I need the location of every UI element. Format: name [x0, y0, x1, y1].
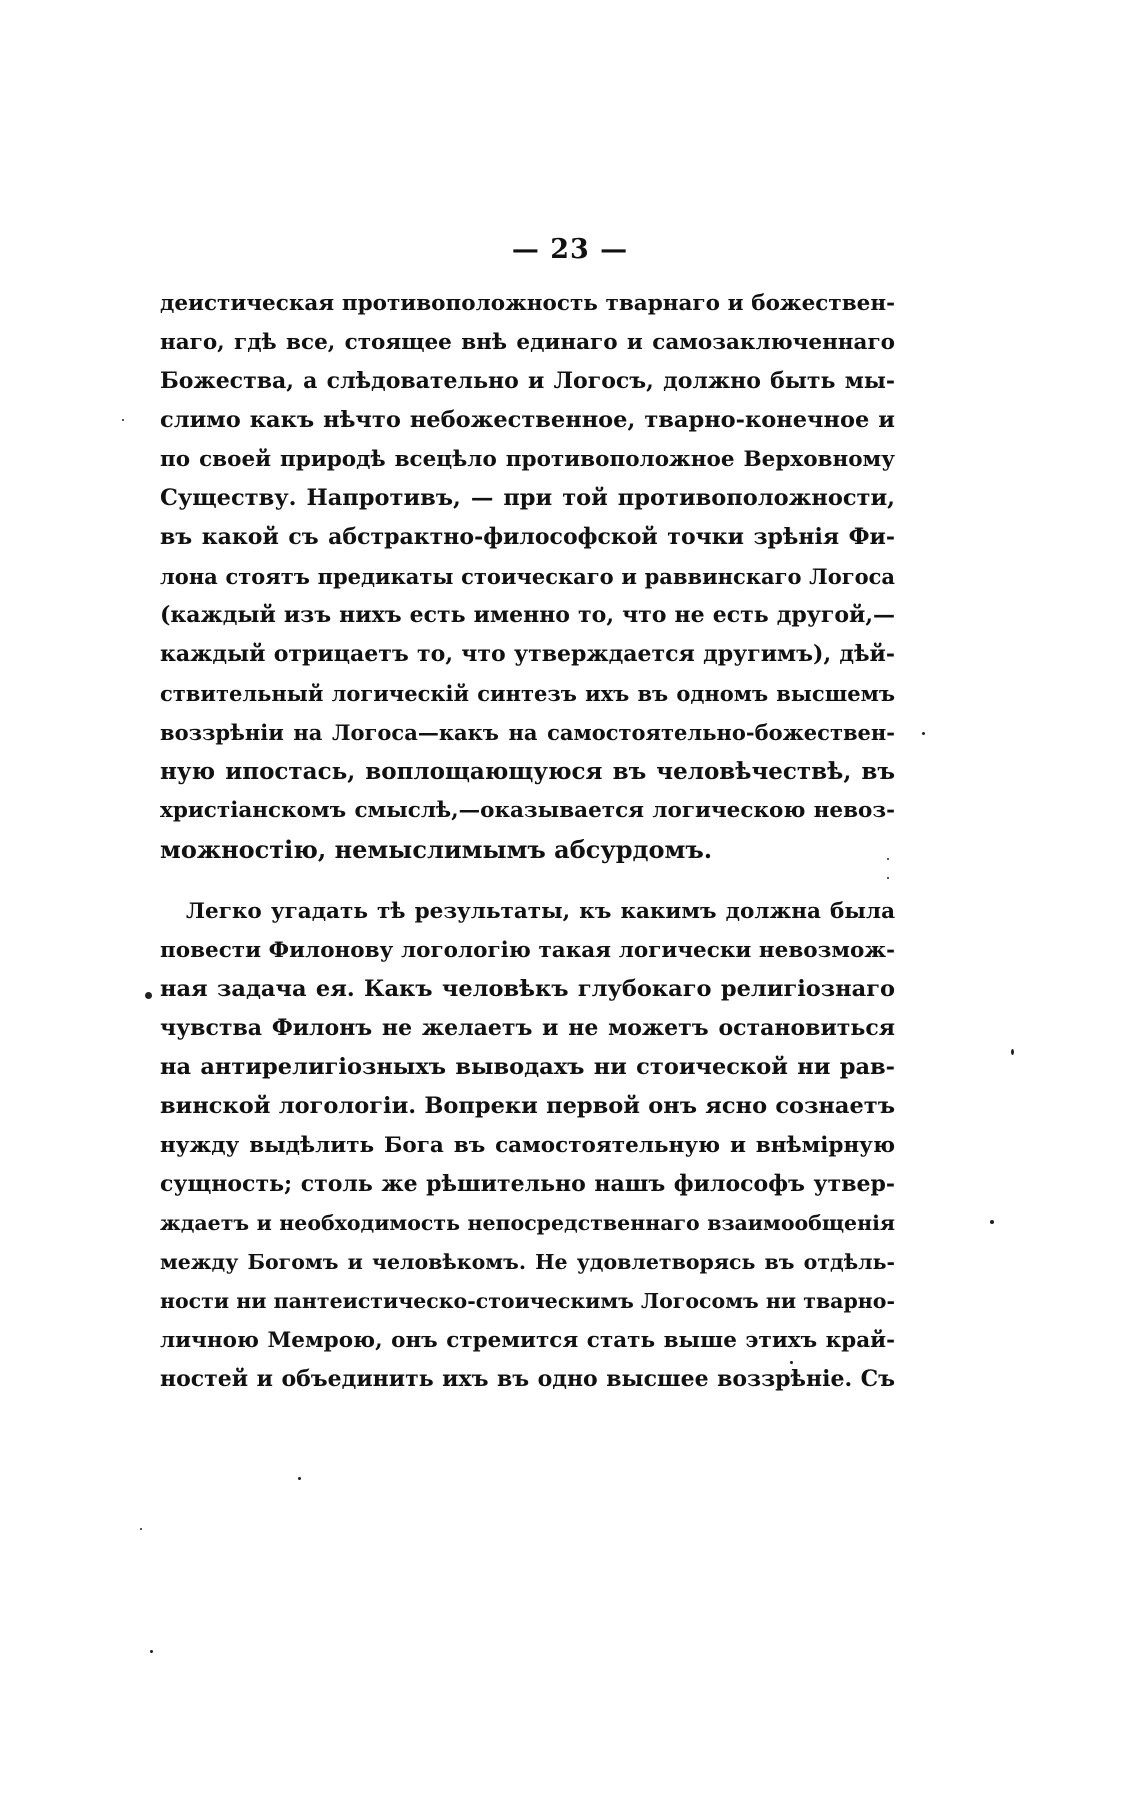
paragraph-2 — [160, 892, 895, 1399]
text-line: ности ни пантеистическо-стоическимъ Логосомъ ни тварно- — [160, 1289, 895, 1313]
text-line: нужду выдѣлить Бога въ самостоятельную и внѣмірную — [160, 1133, 895, 1158]
scan-speck — [990, 1220, 994, 1224]
page-number: — 23 — — [511, 234, 629, 265]
text-line: Существу. Напротивъ, — при той противоположности, — [160, 485, 895, 511]
text-line: на антирелигіозныхъ выводахъ ни стоической ни рав- — [160, 1054, 895, 1080]
scan-speck — [887, 858, 889, 860]
text-line: ностей и объединить ихъ въ одно высшее воззрѣніе. Съ — [160, 1366, 895, 1392]
scan-speck — [140, 1528, 142, 1530]
text-line: ную ипостась, воплощающуюся въ человѣчествѣ, въ — [160, 758, 895, 785]
text-line: въ какой съ абстрактно-философской точки зрѣнія Фи- — [160, 524, 895, 550]
text-line: чувства Филонъ не желаетъ и не можетъ остановиться — [160, 1015, 895, 1041]
text-line: ная задача ея. Какъ человѣкъ глубокаго религіознаго — [160, 976, 895, 1002]
scan-speck — [790, 1361, 793, 1364]
paragraph-1 — [160, 284, 895, 869]
text-line: винской логологіи. Вопреки первой онъ ясно сознаетъ — [160, 1093, 895, 1119]
text-line: сущность; столь же рѣшительно нашъ философъ утвер- — [160, 1171, 895, 1197]
text-line: (каждый изъ нихъ есть именно то, что не есть другой,— — [160, 602, 895, 628]
text-line: воззрѣніи на Логоса—какъ на самостоятельно-божествен- — [160, 720, 895, 745]
text-line: ждаетъ и необходимость непосредственнаго взаимообщенія — [160, 1211, 895, 1235]
text-line: каждый отрицаетъ то, что утверждается другимъ), дѣй- — [160, 641, 895, 667]
text-line: по своей природѣ всецѣло противоположное Верховному — [160, 447, 895, 472]
text-line: ствительный логическій синтезъ ихъ въ одномъ высшемъ — [160, 681, 895, 706]
text-line: наго, гдѣ все, стоящее внѣ единаго и самозаключеннаго — [160, 330, 895, 355]
scan-speck — [298, 1477, 301, 1480]
text-line: христіанскомъ смыслѣ,—оказывается логическою невоз- — [160, 798, 895, 823]
text-line: между Богомъ и человѣкомъ. Не удовлетворясь въ отдѣль- — [160, 1250, 895, 1274]
text-line: личною Мемрою, онъ стремится стать выше этихъ край- — [160, 1328, 895, 1353]
text-line: деистическая противоположность тварнаго и божествен- — [160, 291, 895, 316]
text-line: можностію, немыслимымъ абсурдомъ. — [160, 835, 713, 864]
text-line: слимо какъ нѣчто небожественное, тварно-конечное и — [160, 407, 895, 433]
scan-speck — [145, 992, 152, 999]
text-line: Легко угадать тѣ результаты, къ какимъ должна была — [186, 899, 895, 924]
text-line: лона стоятъ предикаты стоическаго и раввинскаго Логоса — [160, 564, 895, 589]
scan-speck — [150, 1650, 153, 1653]
scan-speck — [887, 877, 889, 879]
scan-speck — [1011, 1049, 1014, 1055]
scan-speck — [922, 732, 925, 735]
scan-speck — [122, 419, 124, 421]
text-line: повести Филонову логологію такая логически невозмож- — [160, 938, 895, 963]
text-line: Божества, а слѣдовательно и Логосъ, должно быть мы- — [160, 368, 895, 394]
